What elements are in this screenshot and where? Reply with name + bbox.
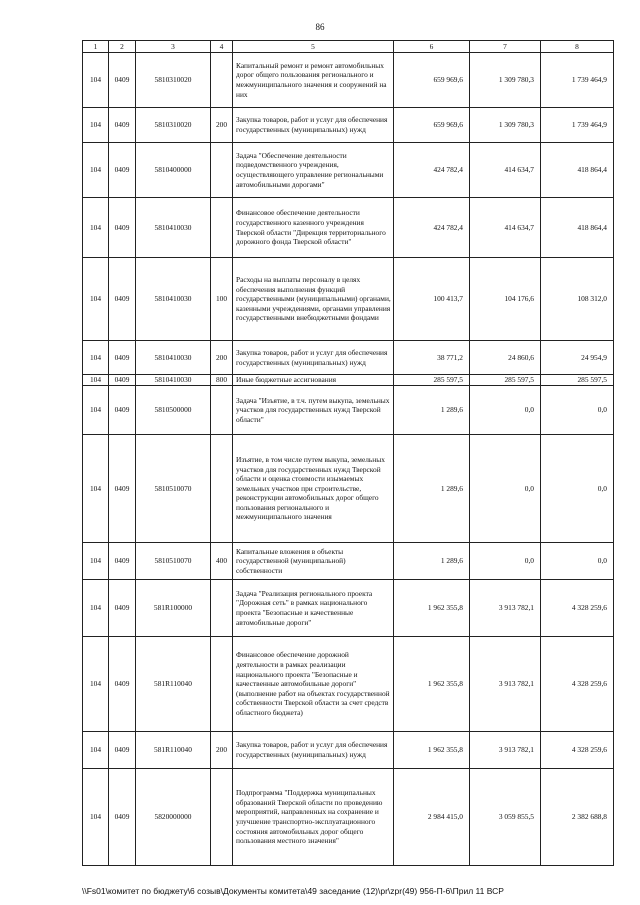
cell-expense-type: 100 [211, 258, 233, 341]
cell-subsection: 0409 [109, 637, 136, 732]
table-row [83, 143, 614, 198]
cell-value-year3: 24 954,9 [541, 341, 614, 375]
header-col-5: 5 [233, 41, 394, 53]
table-row [83, 108, 614, 143]
cell-description: Капитальные вложения в объекты государственной (муниципальной) собственности [233, 543, 394, 580]
cell-value-year1: 1 962 355,8 [394, 580, 470, 637]
cell-section: 104 [83, 435, 109, 543]
header-col-7: 7 [470, 41, 541, 53]
cell-target-article: 581R110040 [136, 732, 211, 769]
cell-value-year1: 1 962 355,8 [394, 637, 470, 732]
cell-value-year2: 0,0 [470, 435, 541, 543]
cell-description: Закупка товаров, работ и услуг для обеспечения государственных (муниципальных) нужд [233, 341, 394, 375]
cell-value-year2: 104 176,6 [470, 258, 541, 341]
cell-description: Финансовое обеспечение дорожной деятельности в рамках реализации национального проекта "Безопасные и качественные автомобильные дороги" (выполнение работ на объектах государственной собственности Тверской области за счет средств областного бюджета) [233, 637, 394, 732]
cell-section: 104 [83, 198, 109, 258]
cell-value-year3: 0,0 [541, 543, 614, 580]
cell-target-article: 5810410030 [136, 375, 211, 386]
cell-section: 104 [83, 386, 109, 435]
table-row [83, 580, 614, 637]
cell-subsection: 0409 [109, 53, 136, 108]
cell-target-article: 5810400000 [136, 143, 211, 198]
cell-value-year3: 285 597,5 [541, 375, 614, 386]
table-row [83, 435, 614, 543]
cell-section: 104 [83, 143, 109, 198]
cell-value-year3: 1 739 464,9 [541, 53, 614, 108]
cell-description: Иные бюджетные ассигнования [233, 375, 394, 386]
cell-subsection: 0409 [109, 580, 136, 637]
cell-value-year1: 424 782,4 [394, 198, 470, 258]
cell-expense-type [211, 386, 233, 435]
cell-value-year3: 0,0 [541, 435, 614, 543]
cell-value-year1: 1 962 355,8 [394, 732, 470, 769]
cell-subsection: 0409 [109, 386, 136, 435]
cell-value-year1: 659 969,6 [394, 108, 470, 143]
cell-target-article: 5820000000 [136, 769, 211, 866]
cell-description: Подпрограмма "Поддержка муниципальных образований Тверской области по проведению мероприятий, направленных на сохранение и улучшение транспортно-эксплуатационного состояния автомобильных дорог общего пользования местного значения" [233, 769, 394, 866]
header-col-1: 1 [83, 41, 109, 53]
cell-value-year1: 100 413,7 [394, 258, 470, 341]
table-row [83, 732, 614, 769]
cell-subsection: 0409 [109, 543, 136, 580]
cell-section: 104 [83, 108, 109, 143]
header-col-8: 8 [541, 41, 614, 53]
cell-subsection: 0409 [109, 258, 136, 341]
cell-section: 104 [83, 375, 109, 386]
cell-expense-type [211, 769, 233, 866]
cell-subsection: 0409 [109, 435, 136, 543]
cell-value-year3: 4 328 259,6 [541, 637, 614, 732]
cell-value-year2: 3 059 855,5 [470, 769, 541, 866]
cell-value-year3: 418 864,4 [541, 198, 614, 258]
cell-target-article: 5810510070 [136, 543, 211, 580]
table-header-row [83, 41, 614, 53]
header-col-4: 4 [211, 41, 233, 53]
cell-subsection: 0409 [109, 732, 136, 769]
cell-value-year3: 108 312,0 [541, 258, 614, 341]
cell-value-year1: 659 969,6 [394, 53, 470, 108]
cell-expense-type: 400 [211, 543, 233, 580]
cell-expense-type [211, 580, 233, 637]
cell-expense-type [211, 435, 233, 543]
table-row [83, 375, 614, 386]
table-row [83, 53, 614, 108]
cell-expense-type [211, 198, 233, 258]
cell-expense-type [211, 143, 233, 198]
cell-description: Изъятие, в том числе путем выкупа, земельных участков для государственных нужд Тверской области и оценка стоимости изымаемых земельных участков при строительстве, реконструкции автомобильных дорог общего пользования регионального и межмуниципального значения [233, 435, 394, 543]
cell-description: Задача "Обеспечение деятельности подведомственного учреждения, осуществляющего управление региональными автомобильными дорогами" [233, 143, 394, 198]
cell-expense-type: 200 [211, 732, 233, 769]
header-col-3: 3 [136, 41, 211, 53]
cell-subsection: 0409 [109, 108, 136, 143]
cell-value-year3: 418 864,4 [541, 143, 614, 198]
cell-target-article: 5810410030 [136, 258, 211, 341]
cell-expense-type [211, 53, 233, 108]
cell-value-year2: 0,0 [470, 386, 541, 435]
cell-value-year2: 0,0 [470, 543, 541, 580]
cell-value-year3: 4 328 259,6 [541, 732, 614, 769]
table-row [83, 543, 614, 580]
table-row [83, 258, 614, 341]
file-path-footer: \\Fs01\комитет по бюджету\6 созыв\Документы комитета\49 заседание (12)\pr\zpr(49) 956-П-6\Прил 11 ВСР [82, 886, 504, 896]
cell-value-year2: 414 634,7 [470, 143, 541, 198]
budget-table [82, 40, 614, 866]
cell-subsection: 0409 [109, 143, 136, 198]
cell-value-year2: 1 309 780,3 [470, 53, 541, 108]
cell-section: 104 [83, 341, 109, 375]
cell-value-year2: 24 860,6 [470, 341, 541, 375]
cell-value-year2: 414 634,7 [470, 198, 541, 258]
cell-value-year1: 1 289,6 [394, 543, 470, 580]
cell-section: 104 [83, 580, 109, 637]
cell-value-year3: 2 382 688,8 [541, 769, 614, 866]
cell-value-year1: 1 289,6 [394, 386, 470, 435]
cell-subsection: 0409 [109, 769, 136, 866]
cell-value-year1: 285 597,5 [394, 375, 470, 386]
cell-description: Закупка товаров, работ и услуг для обеспечения государственных (муниципальных) нужд [233, 108, 394, 143]
cell-target-article: 581R110040 [136, 637, 211, 732]
cell-subsection: 0409 [109, 375, 136, 386]
cell-section: 104 [83, 258, 109, 341]
cell-value-year1: 1 289,6 [394, 435, 470, 543]
cell-description: Финансовое обеспечение деятельности государственного казенного учреждения Тверской области "Дирекция территориального дорожного фонда Тверской области" [233, 198, 394, 258]
table-row [83, 198, 614, 258]
cell-description: Задача "Реализация регионального проекта "Дорожная сеть" в рамках национального проекта "Безопасные и качественные автомобильные дороги" [233, 580, 394, 637]
table-row [83, 769, 614, 866]
cell-section: 104 [83, 769, 109, 866]
cell-description: Закупка товаров, работ и услуг для обеспечения государственных (муниципальных) нужд [233, 732, 394, 769]
cell-description: Задача "Изъятие, в т.ч. путем выкупа, земельных участков для государственных нужд Тверской области" [233, 386, 394, 435]
cell-expense-type: 200 [211, 108, 233, 143]
header-col-2: 2 [109, 41, 136, 53]
cell-value-year2: 3 913 782,1 [470, 732, 541, 769]
cell-section: 104 [83, 732, 109, 769]
header-col-6: 6 [394, 41, 470, 53]
cell-target-article: 581R100000 [136, 580, 211, 637]
cell-expense-type: 800 [211, 375, 233, 386]
page-number: 86 [315, 22, 325, 32]
cell-description: Капитальный ремонт и ремонт автомобильных дорог общего пользования регионального и межмуниципального значения и сооружений на них [233, 53, 394, 108]
cell-target-article: 5810310020 [136, 53, 211, 108]
cell-target-article: 5810510070 [136, 435, 211, 543]
cell-target-article: 5810410030 [136, 198, 211, 258]
cell-section: 104 [83, 53, 109, 108]
cell-subsection: 0409 [109, 341, 136, 375]
cell-section: 104 [83, 543, 109, 580]
cell-value-year2: 3 913 782,1 [470, 637, 541, 732]
cell-value-year2: 1 309 780,3 [470, 108, 541, 143]
cell-target-article: 5810310020 [136, 108, 211, 143]
table-row [83, 341, 614, 375]
cell-value-year1: 424 782,4 [394, 143, 470, 198]
cell-value-year3: 1 739 464,9 [541, 108, 614, 143]
cell-expense-type [211, 637, 233, 732]
cell-value-year3: 4 328 259,6 [541, 580, 614, 637]
cell-subsection: 0409 [109, 198, 136, 258]
cell-description: Расходы на выплаты персоналу в целях обеспечения выполнения функций государственными (муниципальными) органами, казенными учреждениями, органами управления государственными внебюджетными фондами [233, 258, 394, 341]
cell-section: 104 [83, 637, 109, 732]
cell-expense-type: 200 [211, 341, 233, 375]
cell-value-year2: 285 597,5 [470, 375, 541, 386]
cell-target-article: 5810410030 [136, 341, 211, 375]
table-row [83, 637, 614, 732]
cell-target-article: 5810500000 [136, 386, 211, 435]
cell-value-year3: 0,0 [541, 386, 614, 435]
cell-value-year2: 3 913 782,1 [470, 580, 541, 637]
cell-value-year1: 38 771,2 [394, 341, 470, 375]
table-row [83, 386, 614, 435]
cell-value-year1: 2 984 415,0 [394, 769, 470, 866]
